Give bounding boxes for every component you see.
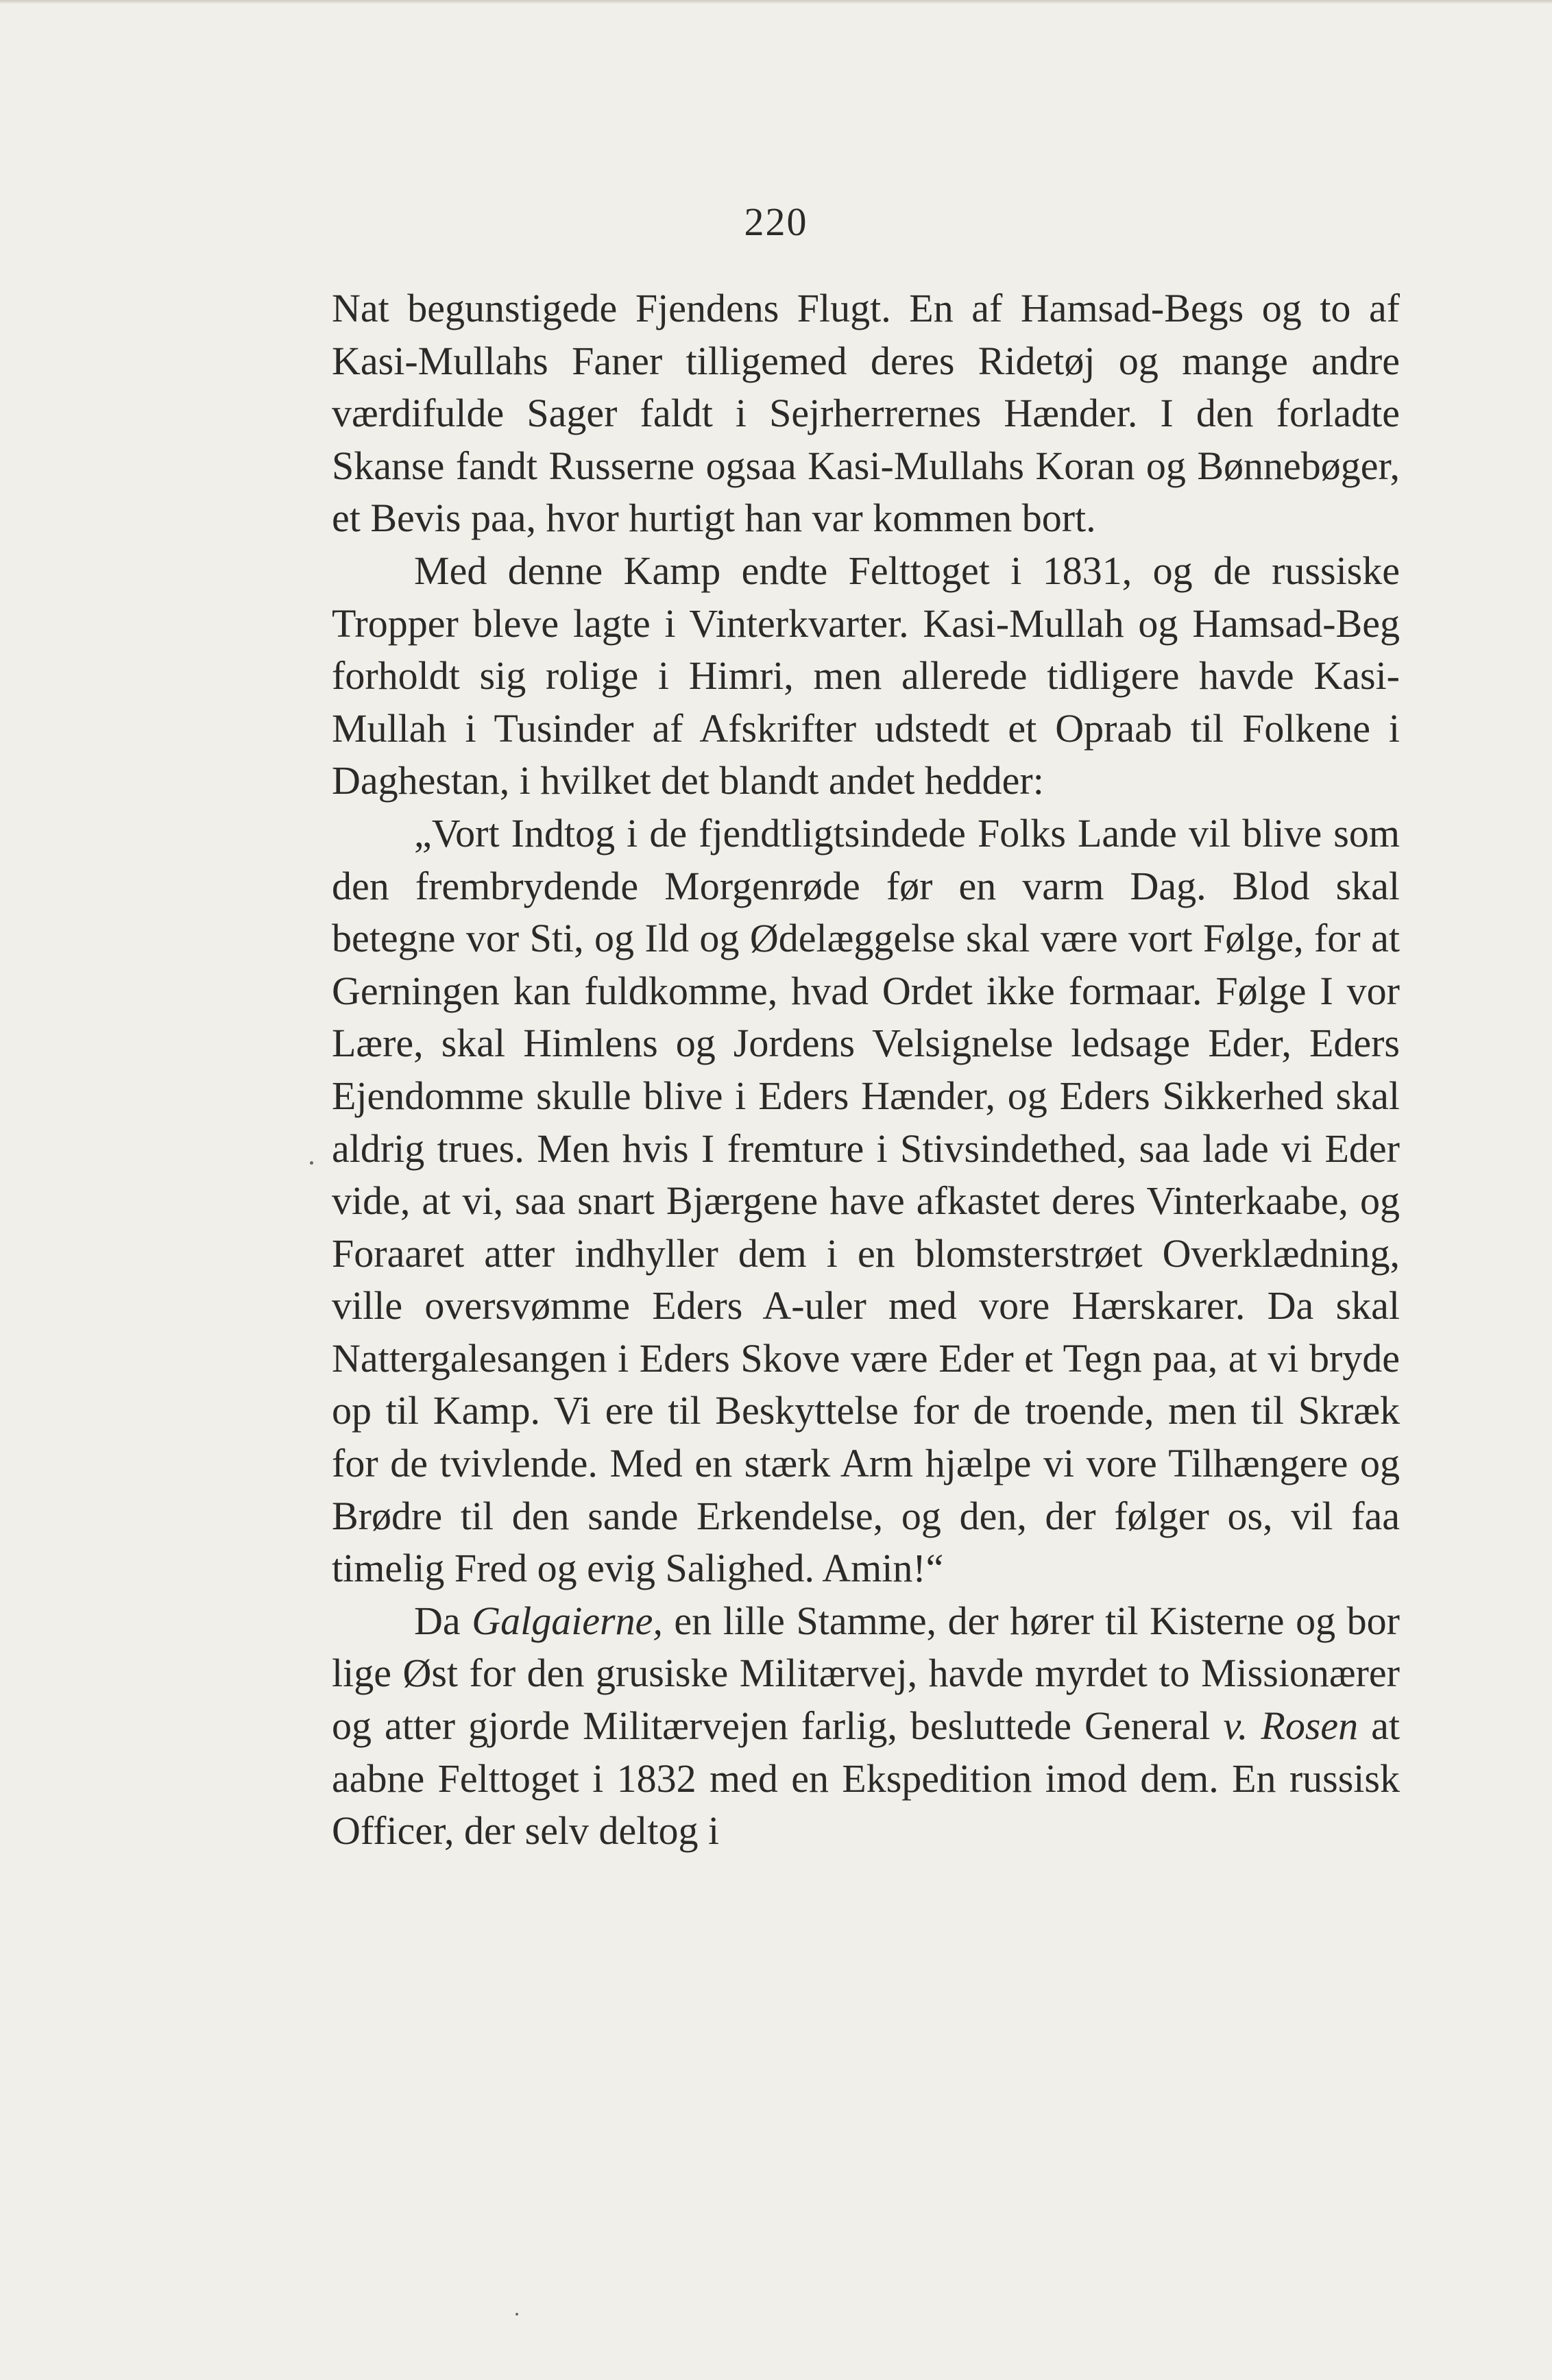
paragraph-4 bbox=[332, 1595, 1400, 1858]
page-edge bbox=[0, 0, 1552, 4]
general-name-italic: v. Rosen bbox=[1223, 1703, 1359, 1749]
body-text bbox=[332, 282, 1400, 1858]
tribe-name-italic: Galgaierne, bbox=[472, 1598, 663, 1643]
margin-speck bbox=[516, 2313, 518, 2316]
paragraph-4-part-3: at aabne Felttoget i 1832 med en Ekspedition imod dem. En russisk Officer, der selv deltog i bbox=[332, 1703, 1400, 1854]
paragraph-4-part-1: Da bbox=[414, 1598, 472, 1643]
page-number: 220 bbox=[744, 199, 808, 244]
margin-speck bbox=[310, 1161, 313, 1165]
paragraph-3-quotation: „Vort Indtog i de fjendtligtsindede Folks Lande vil blive som den frembrydende Morgenrøde før en varm Dag. Blod skal betegne vor Sti, og Ild og Ødelæggelse skal være vort Følge, for at Gerningen kan fuldkomme, hvad Ordet ikke formaar. Følge I vor Lære, skal Himlens og Jordens Velsignelse ledsage Eder, Eders Ejendomme skulle blive i Eders Hænder, og Eders Sikkerhed skal aldrig trues. Men hvis I fremture i Stivsindethed, saa lade vi Eder vide, at vi, saa snart Bjærgene have afkastet deres Vinterkaabe, og Foraaret atter indhyller dem i en blomsterstrøet Overklædning, ville oversvømme Eders A-uler med vore Hærskarer. Da skal Nattergalesangen i Eders Skove være Eder et Tegn paa, at vi bryde op til Kamp. Vi ere til Beskyttelse for de troende, men til Skræk for de tvivlende. Med en stærk Arm hjælpe vi vore Tilhængere og Brødre til den sande Erkendelse, og den, der følger os, vil faa timelig Fred og evig Salighed. Amin!“ bbox=[332, 810, 1400, 1591]
paragraph-4-part-2: en lille Stamme, der hører til Kisterne og bor lige Øst for den grusiske Militærvej, havde myrdet to Missionærer og atter gjorde Militærvejen farlig, besluttede General bbox=[332, 1598, 1400, 1749]
paragraph-1: Nat begunstigede Fjendens Flugt. En af Hamsad-Begs og to af Kasi-Mullahs Faner tilligemed deres Ridetøj og mange andre værdifulde Sager faldt i Sejrherrernes Hænder. I den forladte Skanse fandt Russerne ogsaa Kasi-Mullahs Koran og Bønnebøger, et Bevis paa, hvor hurtigt han var kommen bort. bbox=[332, 286, 1400, 541]
paragraph-2: Med denne Kamp endte Felttoget i 1831, og de russiske Tropper bleve lagte i Vinterkvarter. Kasi-Mullah og Hamsad-Beg forholdt sig rolige i Himri, men allerede tidligere havde Kasi-Mullah i Tusinder af Afskrifter udstedt et Opraab til Folkene i Daghestan, i hvilket det blandt andet hedder: bbox=[332, 548, 1400, 803]
